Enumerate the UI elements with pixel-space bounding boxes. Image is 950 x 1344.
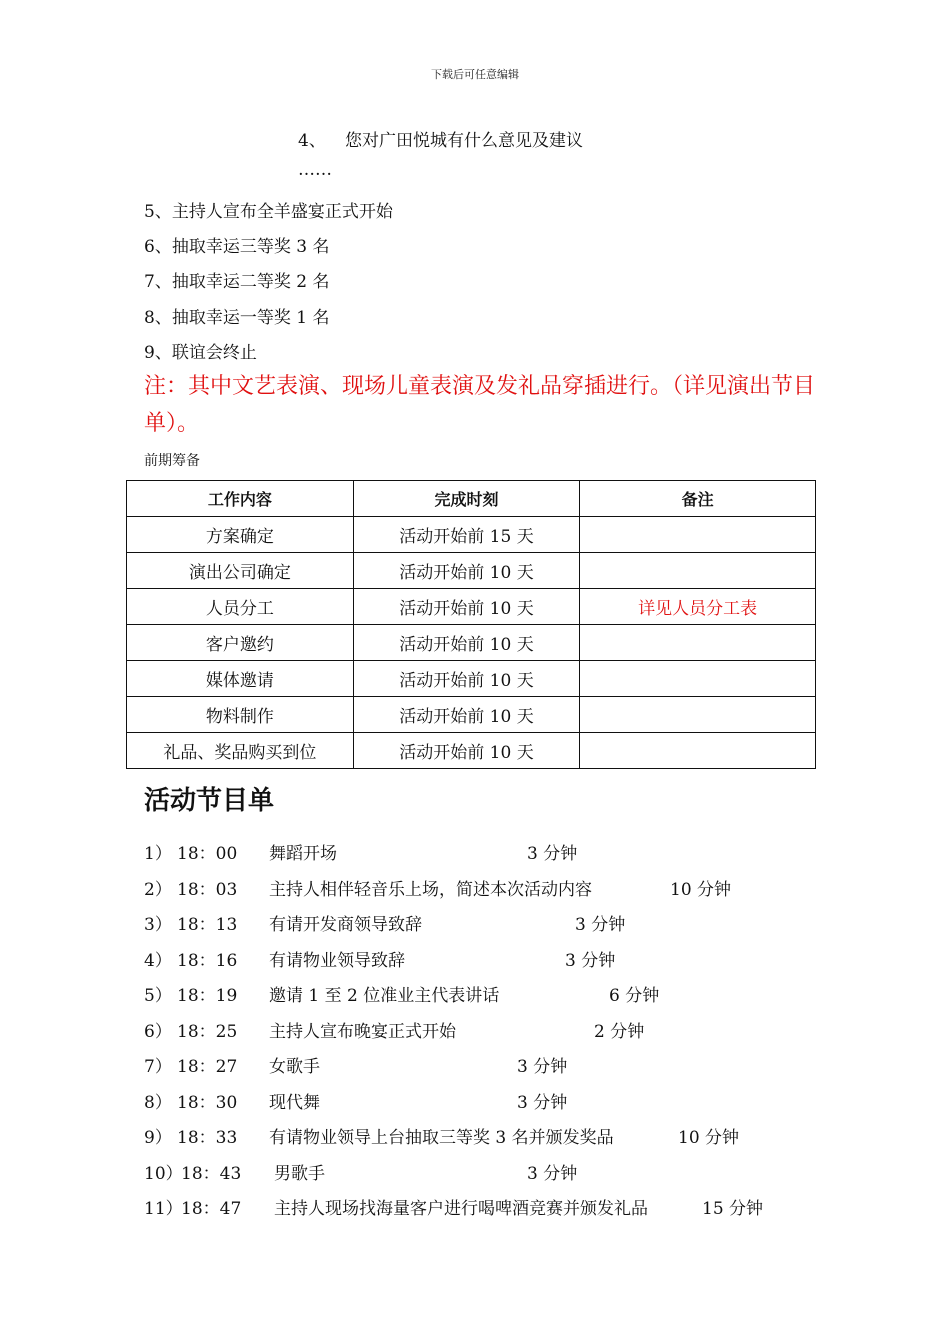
deadline-cell: 活动开始前 15 天 — [353, 517, 580, 553]
page-header: 下载后可任意编辑 — [431, 68, 519, 81]
program-number: 11） — [144, 1199, 183, 1219]
program-time: 18：47 — [181, 1199, 242, 1219]
program-description: 主持人现场找海量客户进行喝啤酒竞赛并颁发礼品 — [274, 1199, 648, 1219]
remark-cell — [580, 733, 816, 769]
work-cell: 礼品、奖品购买到位 — [127, 733, 354, 769]
program-duration: 3 分钟 — [527, 1164, 578, 1184]
column-header-remark: 备注 — [580, 481, 816, 517]
performance-note: 注：其中文艺表演、现场儿童表演及发礼品穿插进行。（详见演出节目单）。 — [144, 374, 816, 436]
survey-item-4-text: 您对广田悦城有什么意见及建议 — [345, 131, 583, 151]
program-description: 女歌手 — [269, 1057, 320, 1077]
program-description: 有请开发商领导致辞 — [269, 915, 422, 935]
program-time: 18：19 — [177, 986, 238, 1006]
schedule-title: 活动节目单 — [144, 786, 275, 816]
program-duration: 10 分钟 — [670, 880, 732, 900]
column-header-work: 工作内容 — [127, 481, 354, 517]
table-row — [127, 625, 816, 661]
program-time: 18：00 — [177, 844, 238, 864]
program-duration: 3 分钟 — [517, 1057, 568, 1077]
program-time: 18：27 — [177, 1057, 238, 1077]
deadline-cell: 活动开始前 10 天 — [353, 625, 580, 661]
program-time: 18：03 — [177, 880, 238, 900]
program-description: 有请物业领导上台抽取三等奖 3 名并颁发奖品 — [269, 1128, 614, 1148]
deadline-cell: 活动开始前 10 天 — [353, 733, 580, 769]
program-number: 2） — [144, 880, 172, 900]
table-row — [127, 661, 816, 697]
program-number: 5） — [144, 986, 172, 1006]
program-duration: 2 分钟 — [594, 1022, 645, 1042]
program-number: 3） — [144, 915, 172, 935]
step-8: 8、抽取幸运一等奖 1 名 — [144, 308, 330, 328]
program-time: 18：43 — [181, 1164, 242, 1184]
program-duration: 3 分钟 — [517, 1093, 568, 1113]
work-cell: 媒体邀请 — [127, 661, 354, 697]
program-number: 9） — [144, 1128, 172, 1148]
deadline-cell: 活动开始前 10 天 — [353, 589, 580, 625]
program-number: 7） — [144, 1057, 172, 1077]
program-time: 18：13 — [177, 915, 238, 935]
program-duration: 3 分钟 — [527, 844, 578, 864]
program-time: 18：16 — [177, 951, 238, 971]
survey-ellipsis: …… — [298, 160, 332, 180]
program-number: 4） — [144, 951, 172, 971]
remark-cell — [580, 697, 816, 733]
program-time: 18：33 — [177, 1128, 238, 1148]
work-cell: 方案确定 — [127, 517, 354, 553]
column-header-deadline: 完成时刻 — [353, 481, 580, 517]
program-duration: 3 分钟 — [565, 951, 616, 971]
deadline-cell: 活动开始前 10 天 — [353, 553, 580, 589]
prep-table-header-row — [127, 481, 816, 517]
step-9: 9、联谊会终止 — [144, 343, 257, 363]
prep-section-label: 前期筹备 — [144, 453, 200, 469]
program-duration: 15 分钟 — [702, 1199, 764, 1219]
program-description: 主持人相伴轻音乐上场，简述本次活动内容 — [269, 880, 592, 900]
work-cell: 客户邀约 — [127, 625, 354, 661]
program-duration: 10 分钟 — [678, 1128, 740, 1148]
table-row — [127, 553, 816, 589]
remark-cell: 详见人员分工表 — [580, 589, 816, 625]
table-row — [127, 589, 816, 625]
program-description: 主持人宣布晚宴正式开始 — [269, 1022, 456, 1042]
program-description: 现代舞 — [269, 1093, 320, 1113]
program-number: 10） — [144, 1164, 183, 1184]
program-number: 6） — [144, 1022, 172, 1042]
table-row — [127, 697, 816, 733]
table-row — [127, 517, 816, 553]
program-description: 有请物业领导致辞 — [269, 951, 405, 971]
remark-cell — [580, 625, 816, 661]
remark-cell — [580, 517, 816, 553]
table-row — [127, 733, 816, 769]
survey-item-4-number: 4、 — [298, 131, 326, 151]
deadline-cell: 活动开始前 10 天 — [353, 697, 580, 733]
program-description: 舞蹈开场 — [269, 844, 337, 864]
remark-cell — [580, 661, 816, 697]
step-7: 7、抽取幸运二等奖 2 名 — [144, 272, 330, 292]
program-description: 邀请 1 至 2 位准业主代表讲话 — [269, 986, 500, 1006]
program-description: 男歌手 — [274, 1164, 325, 1184]
remark-cell — [580, 553, 816, 589]
work-cell: 物料制作 — [127, 697, 354, 733]
work-cell: 演出公司确定 — [127, 553, 354, 589]
step-5: 5、主持人宣布全羊盛宴正式开始 — [144, 202, 393, 222]
program-time: 18：30 — [177, 1093, 238, 1113]
program-duration: 3 分钟 — [575, 915, 626, 935]
program-time: 18：25 — [177, 1022, 238, 1042]
work-cell: 人员分工 — [127, 589, 354, 625]
program-duration: 6 分钟 — [609, 986, 660, 1006]
step-6: 6、抽取幸运三等奖 3 名 — [144, 237, 330, 257]
program-number: 8） — [144, 1093, 172, 1113]
program-number: 1） — [144, 844, 172, 864]
deadline-cell: 活动开始前 10 天 — [353, 661, 580, 697]
prep-table — [126, 480, 816, 769]
